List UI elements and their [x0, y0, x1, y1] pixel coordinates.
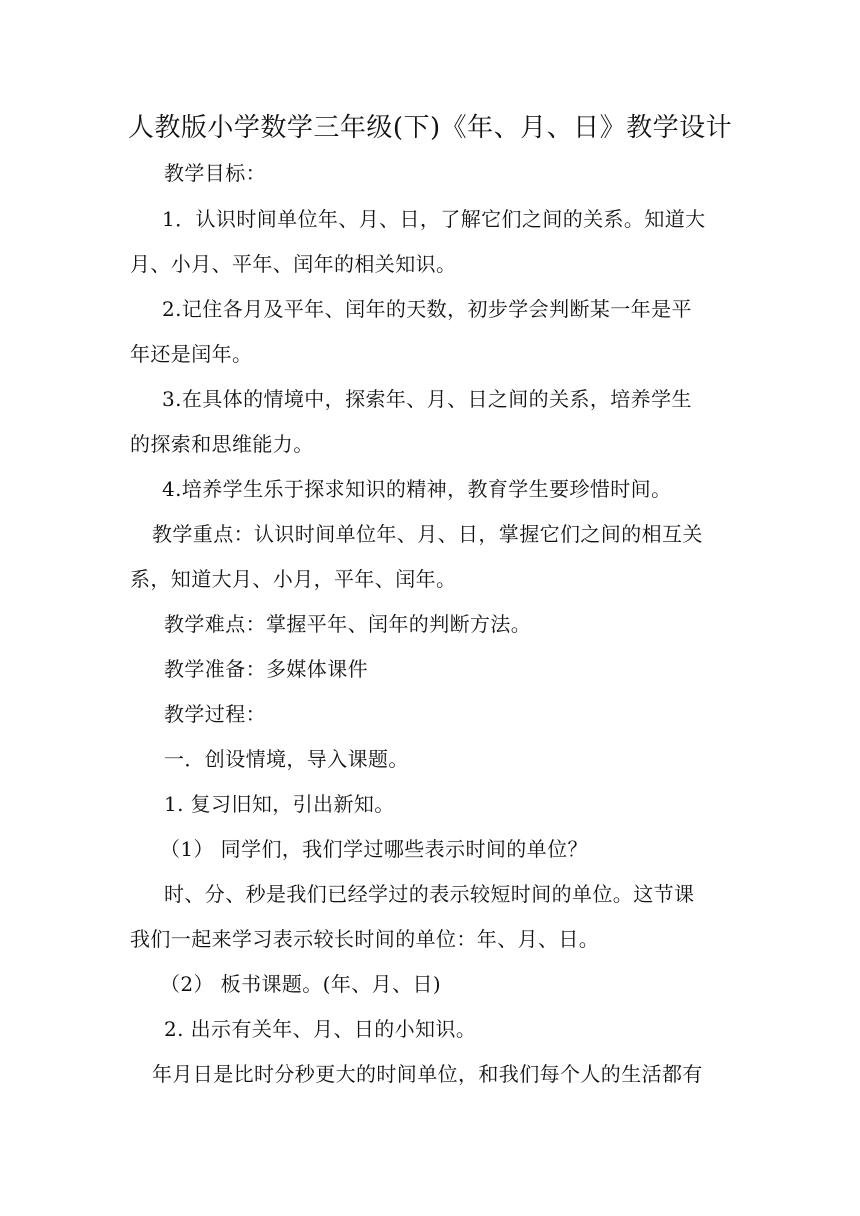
paragraph-line: 一．创设情境，导入课题。	[164, 747, 409, 771]
paragraph-line: 月、小月、平年、闰年的相关知识。	[130, 252, 457, 276]
paragraph-line: （1） 同学们，我们学过哪些表示时间的单位？	[160, 837, 588, 861]
paragraph-line: 1．认识时间单位年、月、日，了解它们之间的关系。知道大	[162, 207, 706, 231]
paragraph-line: （2） 板书课题。(年、月、日)	[160, 972, 442, 996]
paragraph-line: 系，知道大月、小月，平年、闰年。	[130, 567, 457, 591]
paragraph-line: 2. 出示有关年、月、日的小知识。	[164, 1017, 477, 1041]
paragraph-line: 的探索和思维能力。	[130, 432, 314, 456]
paragraph-line: 我们一起来学习表示较长时间的单位：年、月、日。	[130, 927, 600, 951]
paragraph-line: 教学难点：掌握平年、闰年的判断方法。	[164, 612, 532, 636]
paragraph-line: 3.在具体的情境中，探索年、月、日之间的关系，培养学生	[162, 387, 692, 411]
section-heading-process: 教学过程：	[164, 702, 266, 726]
paragraph-line: 1. 复习旧知，引出新知。	[164, 792, 395, 816]
document-title: 人教版小学数学三年级(下)《年、月、日》教学设计	[127, 113, 733, 143]
paragraph-line: 教学准备：多媒体课件	[164, 657, 368, 681]
section-heading-objectives: 教学目标：	[164, 161, 266, 185]
paragraph-line: 4.培养学生乐于探求知识的精神，教育学生要珍惜时间。	[162, 477, 672, 501]
paragraph-line: 年还是闰年。	[130, 342, 253, 366]
paragraph-line: 时、分、秒是我们已经学过的表示较短时间的单位。这节课	[164, 882, 695, 906]
paragraph-line: 年月日是比时分秒更大的时间单位，和我们每个人的生活都有	[152, 1062, 703, 1086]
paragraph-line: 2.记住各月及平年、闰年的天数，初步学会判断某一年是平	[162, 297, 692, 321]
paragraph-line: 教学重点：认识时间单位年、月、日，掌握它们之间的相互关	[152, 522, 703, 546]
